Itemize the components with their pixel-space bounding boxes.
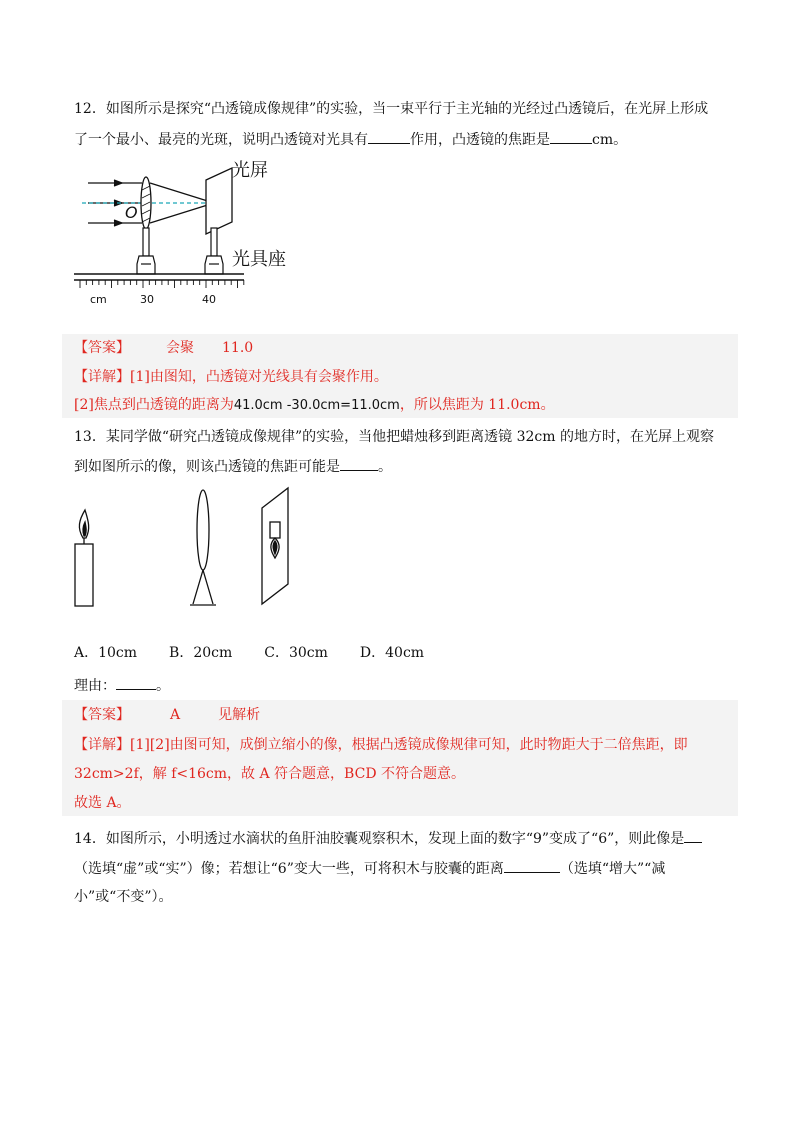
q13-line-1: 13．某同学做“研究凸透镜成像规律”的实验，当他把蜡烛移到距离透镜 32cm 的地方时，在光屏上观察 [74, 429, 714, 445]
lens-label: O [125, 203, 138, 222]
q13-detail-line-1 [74, 735, 688, 755]
screen-label: 光屏 [232, 160, 268, 181]
q12-answer-1: 会聚 [166, 340, 194, 356]
q13-blank-1[interactable] [340, 456, 378, 471]
light-screen [206, 168, 232, 234]
q14-line-2 [74, 858, 665, 879]
q12-detail-tag: 【详解】 [74, 369, 130, 385]
q12-detail-2b: ，所以焦距为 11.0cm。 [399, 397, 555, 413]
q12-line-1: 12．如图所示是探究“凸透镜成像规律”的实验，当一束平行于主光轴的光经过凸透镜后，在光屏上形成 [74, 101, 709, 117]
q12-figure [70, 160, 310, 308]
q13-detail-line-2: 32cm>2f，解 f<16cm，故 A 符合题意，BCD 不符合题意。 [74, 766, 465, 782]
q12-line-2-b: 作用，凸透镜的焦距是 [410, 132, 550, 148]
candle [75, 510, 93, 606]
bench-label: 光具座 [232, 249, 286, 270]
q13-answer-2: 见解析 [218, 707, 261, 723]
q12-detail-line-2 [74, 395, 555, 416]
q13-reason-label: 理由： [74, 678, 116, 694]
q13-detail-1: [1][2]由图可知，成倒立缩小的像，根据凸透镜成像规律可知，此时物距大于二倍焦距，即 [130, 737, 688, 753]
q13-option-d[interactable]: D．40cm [359, 645, 425, 661]
q13-answer-1: A [170, 707, 181, 723]
stands [137, 228, 223, 274]
q14-line-2-b: （选填“增大”“减 [559, 861, 666, 877]
q12-blank-1[interactable] [368, 129, 410, 144]
q14-line-2-a: （选填“虚”或“实”）像；若想让“6”变大一些，可将积木与胶囊的距离 [74, 861, 504, 877]
q12-answer-tag: 【答案】 [74, 340, 130, 356]
q14-blank-2[interactable] [504, 858, 560, 873]
q13-line-2 [74, 456, 392, 477]
q13-detail-tag: 【详解】 [74, 737, 130, 753]
q12-line-2-c: cm。 [592, 132, 628, 148]
convex-lens [141, 177, 151, 229]
bench-ticks [80, 280, 244, 288]
q13-line-2-b: 。 [378, 459, 392, 475]
q13-detail-line-3: 故选 A。 [74, 795, 131, 811]
tick-40-label: 40 [202, 293, 216, 306]
q12-blank-2[interactable] [550, 129, 592, 144]
q13-option-a[interactable]: A．10cm [74, 645, 138, 661]
q12-line-2-a: 了一个最小、最亮的光斑，说明凸透镜对光具有 [74, 132, 368, 148]
tick-30-label: 30 [140, 293, 154, 306]
q12-detail-line-1 [74, 367, 388, 387]
q13-reason [74, 675, 170, 696]
q12-detail-1: [1]由图知，凸透镜对光线具有会聚作用。 [130, 369, 388, 385]
q13-option-c[interactable]: C．30cm [264, 645, 328, 661]
q14-line-1-text: 14．如图所示，小明透过水滴状的鱼肝油胶囊观察积木，发现上面的数字“9”变成了“6”，则此像是 [74, 831, 685, 847]
q13-answer-line [74, 705, 260, 725]
q14-line-3: 小”或“不变”）。 [74, 889, 173, 905]
q12-answer-line [74, 338, 253, 358]
q13-answer-tag: 【答案】 [74, 707, 130, 723]
q13-figure [66, 480, 306, 610]
screen-with-image [262, 488, 288, 604]
q13-option-b[interactable]: B．20cm [169, 645, 233, 661]
q14-blank-1[interactable] [684, 828, 702, 843]
lens-on-stand [190, 490, 216, 605]
q13-options [74, 643, 424, 663]
q13-reason-blank[interactable] [116, 675, 156, 690]
unit-label: cm [90, 293, 107, 306]
q12-line-2 [74, 129, 627, 150]
q12-answer-2: 11.0 [222, 340, 254, 356]
q12-detail-2a: [2]焦点到凸透镜的距离为 [74, 397, 234, 413]
q12-detail-formula: 41.0cm -30.0cm=11.0cm [233, 398, 400, 413]
q14-line-1 [74, 828, 702, 849]
q13-reason-end: 。 [156, 678, 170, 694]
q13-line-2-a: 到如图所示的像，则该凸透镜的焦距可能是 [74, 459, 340, 475]
